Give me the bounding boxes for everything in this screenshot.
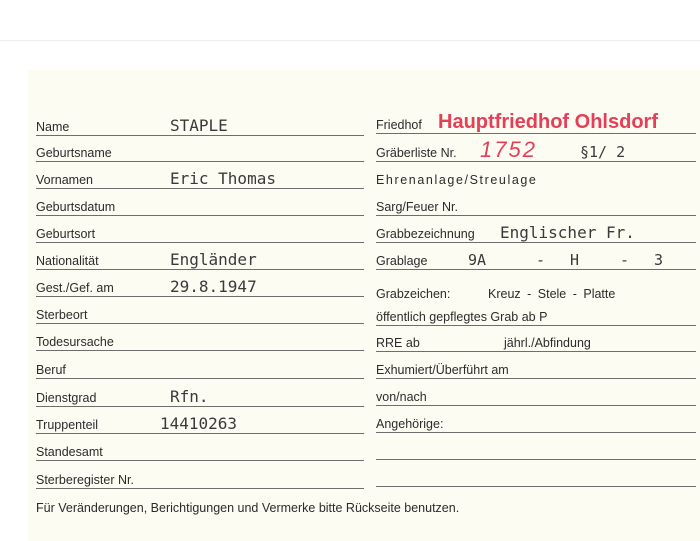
row-vornamen [36, 166, 364, 189]
angehoerige-label: Angehörige: [376, 417, 444, 431]
row-gepflegt [376, 303, 696, 326]
footer-note: Für Veränderungen, Berichtigungen und Vermerke bitte Rückseite benutzen. [36, 501, 460, 515]
gest-label: Gest./Gef. am [36, 281, 114, 295]
exhumiert-label: Exhumiert/Überführt am [376, 363, 509, 377]
name-label: Name [36, 120, 70, 134]
row-beruf [36, 356, 364, 379]
row-exhumiert [376, 356, 696, 379]
row-sterberegister [36, 466, 364, 489]
row-blank-1 [376, 437, 696, 460]
scan-edge-line [0, 40, 700, 41]
gepflegt-label: öffentlich gepflegtes Grab ab P [376, 310, 548, 324]
row-sarg [376, 193, 696, 216]
row-ehrenanlage [376, 166, 696, 188]
row-standesamt [36, 438, 364, 461]
row-graeberliste [376, 139, 696, 162]
rre-label: RRE ab [376, 336, 420, 350]
gest-value: 29.8.1947 [170, 277, 257, 296]
row-geburtsort [36, 220, 364, 243]
todesursache-label: Todesursache [36, 335, 114, 349]
abfindung-label: jährl./Abfindung [504, 336, 591, 350]
geburtsdatum-label: Geburtsdatum [36, 200, 116, 214]
vornamen-label: Vornamen [36, 173, 93, 187]
row-grabzeichen [376, 280, 696, 302]
vonnach-label: von/nach [376, 390, 427, 404]
row-truppenteil [36, 411, 364, 434]
grabbezeichnung-value: Englischer Fr. [500, 223, 635, 242]
dienstgrad-label: Dienstgrad [36, 391, 97, 405]
row-grablage [376, 247, 696, 270]
geburtsort-label: Geburtsort [36, 227, 96, 241]
grabbezeichnung-label: Grabbezeichnung [376, 227, 475, 241]
row-sterbeort [36, 301, 364, 324]
ehrenanlage-label: Ehrenanlage/Streulage [376, 173, 538, 187]
row-friedhof [376, 111, 696, 134]
grablage-label: Grablage [376, 254, 428, 268]
row-angehoerige [376, 410, 696, 433]
vornamen-value: Eric Thomas [170, 169, 276, 188]
grablage-field: 9A [468, 251, 487, 269]
sarg-label: Sarg/Feuer Nr. [376, 200, 458, 214]
beruf-label: Beruf [36, 363, 66, 377]
nationalitaet-label: Nationalität [36, 254, 99, 268]
truppenteil-label: Truppenteil [36, 418, 99, 432]
row-gestorben [36, 274, 364, 297]
sterbeort-label: Sterbeort [36, 308, 88, 322]
row-nationalitaet [36, 247, 364, 270]
row-geburtsdatum [36, 193, 364, 216]
graeberliste-label: Gräberliste Nr. [376, 146, 457, 160]
standesamt-label: Standesamt [36, 445, 103, 459]
row-name [36, 113, 364, 136]
row-todesursache [36, 328, 364, 351]
grablage-row: - H [536, 251, 580, 269]
grablage-number: - 3 [620, 251, 664, 269]
grabzeichen-options: Kreuz - Stele - Platte [488, 287, 616, 301]
name-value: STAPLE [170, 116, 228, 135]
row-grabbezeichnung [376, 220, 696, 243]
friedhof-label: Friedhof [376, 118, 422, 132]
geburtsname-label: Geburtsname [36, 146, 112, 160]
row-geburtsname [36, 139, 364, 162]
sterberegister-label: Sterberegister Nr. [36, 473, 134, 487]
row-vonnach [376, 383, 696, 406]
row-dienstgrad [36, 384, 364, 407]
dienstgrad-value: Rfn. [170, 387, 209, 406]
graeberliste-value: 1752 [480, 137, 537, 162]
row-rre [376, 329, 696, 352]
friedhof-value: Hauptfriedhof Ohlsdorf [438, 111, 658, 133]
truppenteil-value: 14410263 [160, 414, 238, 433]
grabzeichen-label: Grabzeichen: [376, 287, 451, 301]
row-blank-2 [376, 464, 696, 487]
graeberliste-section: §1/ 2 [580, 143, 626, 161]
nationalitaet-value: Engländer [170, 250, 257, 269]
